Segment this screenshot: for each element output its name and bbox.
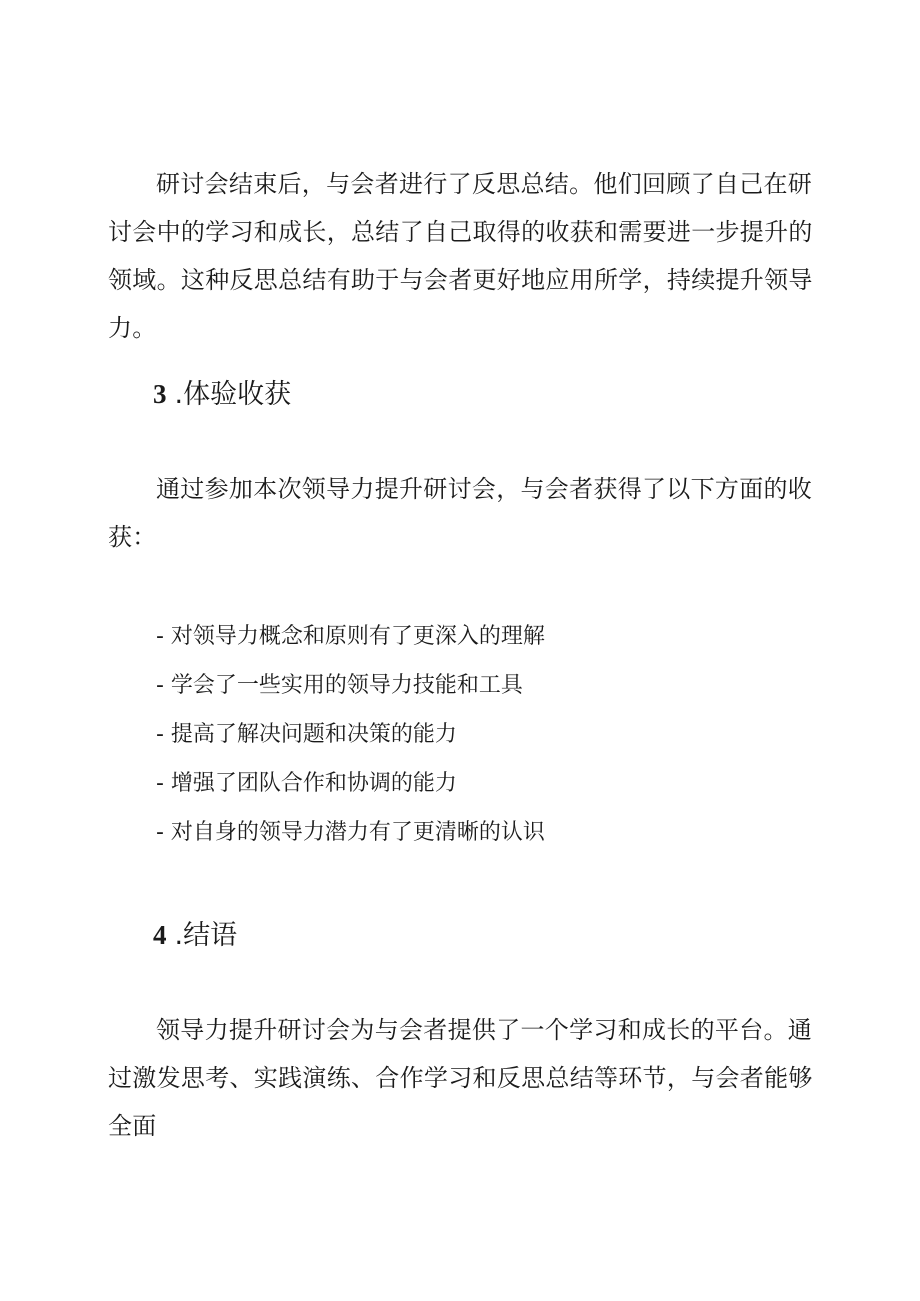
section-4-title: .结语	[174, 920, 238, 951]
list-item: - 对领导力概念和原则有了更深入的理解	[156, 624, 545, 649]
section-4-heading	[153, 918, 237, 953]
list-item: - 增强了团队合作和协调的能力	[156, 771, 457, 796]
gains-list	[156, 612, 545, 857]
list-item: - 对自身的领导力潜力有了更清晰的认识	[156, 820, 545, 845]
section-4-number: 4	[153, 920, 167, 950]
section-3-title: .体验收获	[174, 379, 292, 410]
intro-paragraph: 研讨会结束后，与会者进行了反思总结。他们回顾了自己在研讨会中的学习和成长，总结了自己取得的收获和需要进一步提升的领域。这种反思总结有助于与会者更好地应用所学，持续提升领导力。	[108, 170, 813, 342]
section-4-paragraph: 领导力提升研讨会为与会者提供了一个学习和成长的平台。通过激发思考、实践演练、合作学习和反思总结等环节，与会者能够全面	[108, 1016, 813, 1140]
section-3-number: 3	[153, 379, 167, 409]
section-3-paragraph: 通过参加本次领导力提升研讨会，与会者获得了以下方面的收获：	[108, 475, 813, 551]
list-item: - 学会了一些实用的领导力技能和工具	[156, 673, 523, 698]
list-item: - 提高了解决问题和决策的能力	[156, 722, 457, 747]
section-3-heading	[153, 377, 291, 412]
